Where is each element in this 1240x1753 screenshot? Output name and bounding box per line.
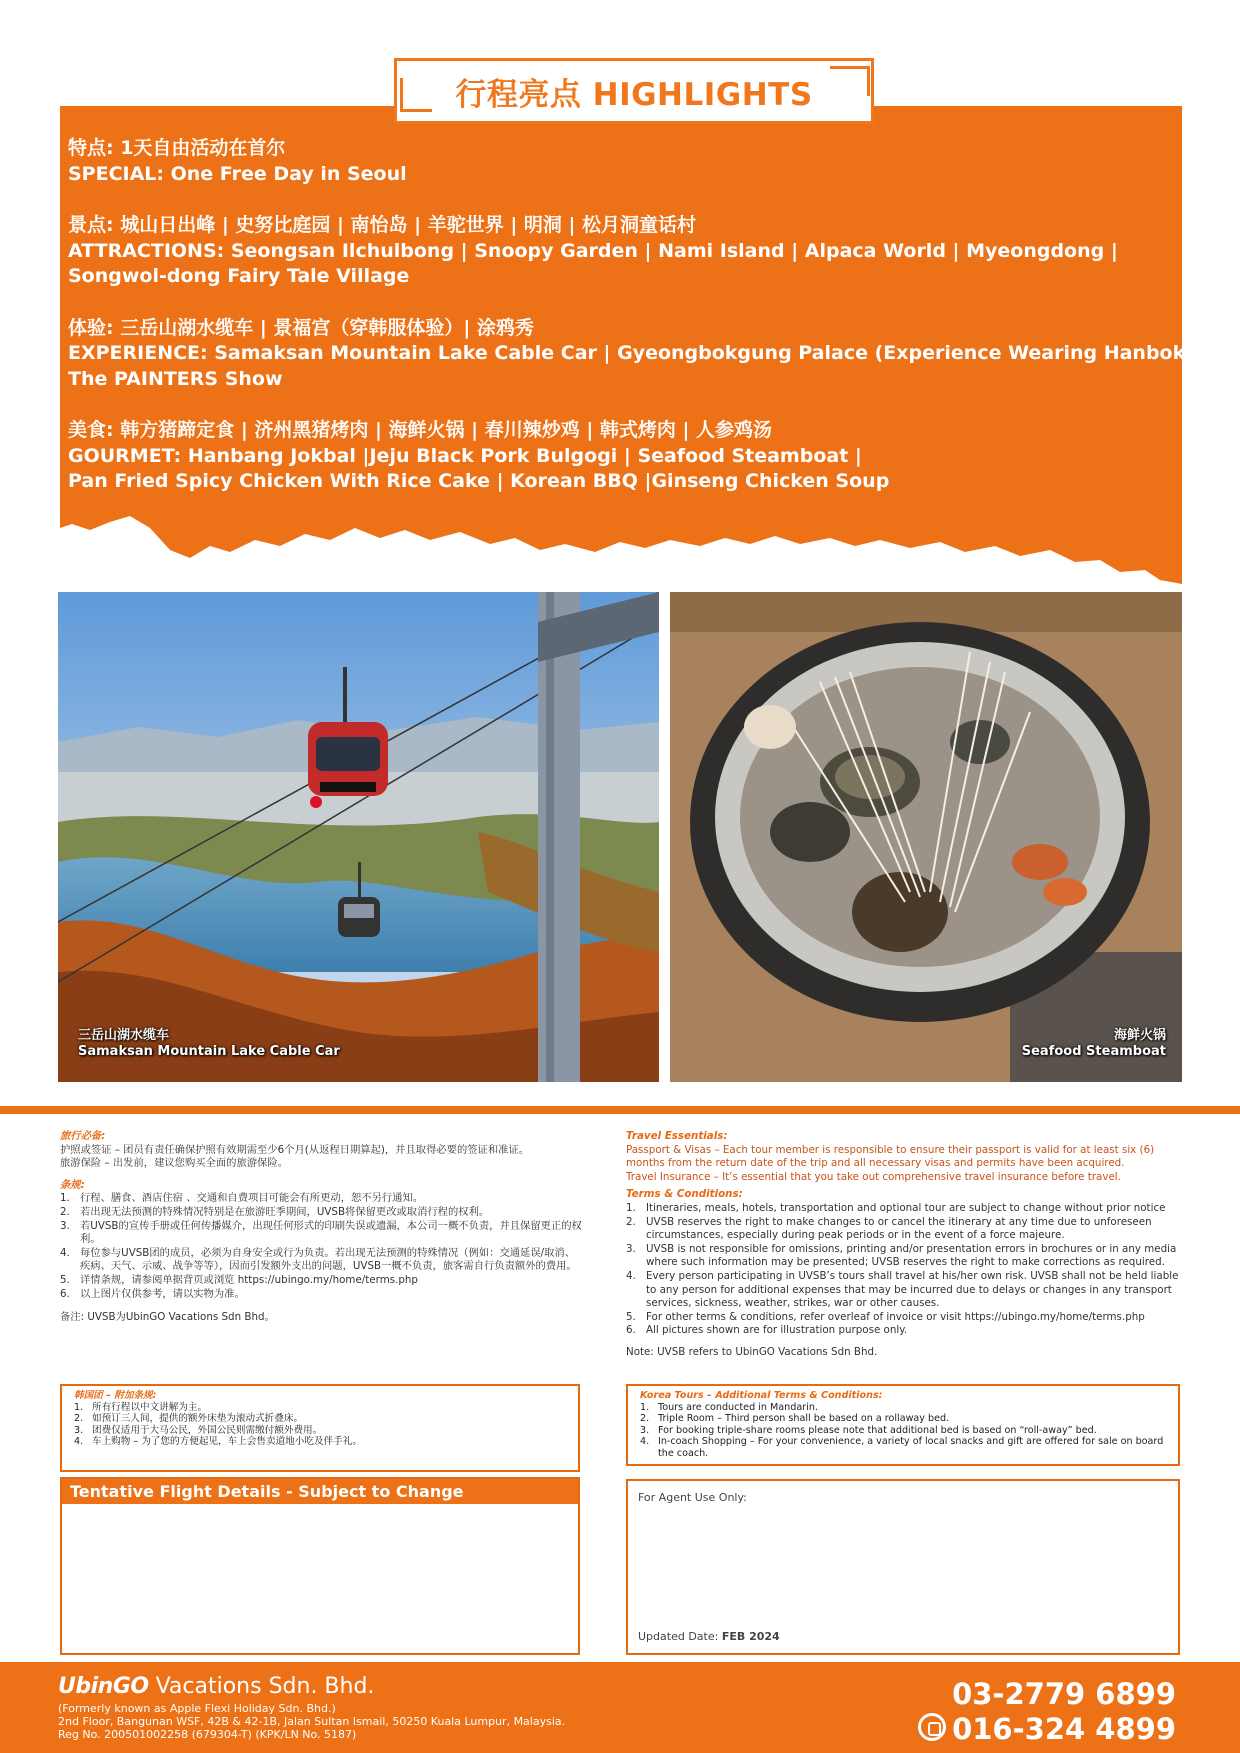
korea-terms-heading-en: Korea Tours – Additional Terms & Conditions: [640,1390,883,1401]
title-corner-decoration [400,78,432,112]
list-item: 3. 团费仅适用于大马公民，外国公民则需缴付额外费用。 [74,1424,323,1436]
essentials-cn-passport: 护照或签证 – 团员有责任确保护照有效期需至少6个月(从返程日期算起)，并且取得必要的签证和准证。 [60,1143,530,1156]
mountain-ridge-decoration [60,500,1182,590]
special-en: SPECIAL: One Free Day in Seoul [68,162,407,185]
company-address-block [58,1702,565,1741]
korea-terms-en-list [640,1402,1166,1460]
company-address: 2nd Floor, Bangunan WSF, 42B & 42-1B, Jalan Sultan Ismail, 50250 Kuala Lumpur, Malaysia. [58,1715,566,1728]
company-name [58,1675,374,1699]
steamboat-illustration [670,592,1182,1082]
list-item: 5. 详情条规，请参阅单据背页或浏览 https://ubingo.my/home/terms.php [60,1273,418,1286]
list-item: 6. All pictures shown are for illustration purpose only. [626,1324,908,1337]
experience-en-cont: The PAINTERS Show [68,367,283,390]
footer [0,1662,1240,1753]
experience-cn: 体验: 三岳山湖水缆车 | 景福宫（穿韩服体验）| 涂鸦秀 [68,316,534,339]
page-title: 行程亮点 HIGHLIGHTS [455,76,813,113]
uvsb-note-en: Note: UVSB refers to UbinGO Vacations Sdn Bhd. [626,1345,878,1358]
terms-cn-column [60,1130,582,1325]
section-divider [0,1106,1240,1114]
brand-name-rest: Vacations Sdn. Bhd. [148,1674,375,1699]
terms-cn-list [60,1192,582,1301]
attractions-en: ATTRACTIONS: Seongsan Ilchulbong | Snoopy Garden | Nami Island | Alpaca World | Myeongdong | [68,239,1118,262]
list-item: 3. UVSB is not responsible for omissions, printing and/or presentation errors in brochures or in any media where such information may be presented; UVSB reserves the right to make corrections as required. [626,1242,1177,1269]
cable-car-caption-en: Samaksan Mountain Lake Cable Car [78,1044,340,1059]
list-item: 4. 车上购物 – 为了您的方便起见，车上会售卖道地小吃及伴手礼。 [74,1436,362,1448]
highlights-panel [60,106,1208,506]
steamboat-caption-cn: 海鲜火锅 [1113,1028,1166,1043]
terms-en-list [626,1202,1182,1338]
list-item: 2. UVSB reserves the right to make changes to or cancel the itinerary at any time due to unforeseen circumstances, especially during peak periods or in the event of a force majeure. [626,1215,1152,1242]
essentials-en-insurance: Travel Insurance – It’s essential that you take out comprehensive travel insurance before travel. [626,1170,1121,1183]
company-reg-no: Reg No. 200501002258 (679304-T) (KPK/LN No. 5187) [58,1728,357,1741]
brand-logo-text: UbinGO [58,1674,149,1699]
seafood-steamboat-photo [670,592,1182,1082]
list-item: 2. Triple Room – Third person shall be based on a rollaway bed. [640,1413,950,1425]
attractions-en-cont: Songwol-dong Fairy Tale Village [68,265,410,287]
cable-car-illustration [58,592,659,1082]
flight-details-box [60,1477,580,1655]
experience-en: EXPERIENCE: Samaksan Mountain Lake Cable Car | Gyeongbokgung Palace (Experience Wearing Hanbok) | [68,342,1208,364]
agent-use-box [626,1479,1180,1655]
formerly-known-as: (Formerly known as Apple Flexi Holiday Sdn. Bhd.) [58,1702,336,1715]
phone-whatsapp-row [918,1712,1176,1747]
list-item: 1. Tours are conducted in Mandarin. [640,1401,818,1413]
essentials-heading-cn: 旅行必备: [60,1130,106,1142]
flight-details-heading: Tentative Flight Details - Subject to Change [62,1479,578,1504]
terms-heading-en: Terms & Conditions: [626,1188,743,1201]
special-cn: 特点: 1天自由活动在首尔 [68,137,286,159]
agent-use-label: For Agent Use Only: [638,1491,747,1504]
cable-car-caption-cn: 三岳山湖水缆车 [78,1028,170,1043]
title-corner-decoration [830,66,870,96]
gourmet-en: GOURMET: Hanbang Jokbal |Jeju Black Pork Bulgogi | Seafood Steamboat | [68,444,862,467]
essentials-en-passport: Passport & Visas – Each tour member is responsible to ensure their passport is valid for at least six (6) months from the return date of the trip and all necessary visas and permits have been acquired. [626,1143,1155,1170]
list-item: 1. 行程、膳食、酒店住宿 、交通和自费项目可能会有所更动，恕不另行通知。 [60,1192,424,1205]
list-item: 3. 若UVSB的宣传手册或任何传播媒介，出现任何形式的印刷失误或遗漏，本公司一概不负责，并且保留更正的权利。 [60,1219,582,1246]
list-item: 2. 如预订三人间，提供的额外床垫为滚动式折叠床。 [74,1413,304,1425]
steamboat-caption-en: Seafood Steamboat [1021,1044,1166,1059]
cable-car-photo [58,592,659,1082]
terms-en-column [626,1130,1182,1360]
korea-terms-cn-list [74,1402,566,1448]
terms-heading-cn: 条规: [60,1178,85,1191]
korea-terms-en-box [626,1384,1180,1466]
korea-terms-heading-cn: 韩国团 – 附加条规: [74,1390,157,1401]
uvsb-note-cn: 备注: UVSB为UbinGO Vacations Sdn Bhd。 [60,1311,275,1324]
list-item: 5. For other terms & conditions, refer overleaf of invoice or visit https://ubingo.my/home/terms.php [626,1310,1145,1323]
list-item: 2. 若出现无法预测的特殊情况特别是在旅游旺季期间，UVSB将保留更改或取消行程的权利。 [60,1205,490,1218]
list-item: 3. For booking triple-share rooms please note that additional bed is based on “roll-away” bed. [640,1424,1097,1436]
whatsapp-icon [918,1713,946,1741]
list-item: 6. 以上图片仅供参考，请以实物为准。 [60,1287,245,1300]
gourmet-en-cont: Pan Fried Spicy Chicken With Rice Cake | Korean BBQ |Ginseng Chicken Soup [68,470,890,492]
gourmet-cn: 美食: 韩方猪蹄定食 | 济州黑猪烤肉 | 海鲜火锅 | 春川辣炒鸡 | 韩式烤肉 | 人参鸡汤 [68,419,773,441]
essentials-cn-insurance: 旅游保险 – 出发前，建议您购买全面的旅游保险。 [60,1157,288,1170]
updated-date [638,1630,780,1643]
korea-terms-cn-box [60,1384,580,1472]
phone-whatsapp[interactable]: 016-324 4899 [952,1712,1176,1746]
list-item: 4. 每位参与UVSB团的成员，必须为自身安全或行为负责。若出现无法预测的特殊情况（例如：交通延误/取消、疾病、天气、示威、战争等等），因而引发额外支出的问题，UVSB一概不负责，旅客需自行负责额外的费用。 [60,1246,577,1273]
updated-date-value: FEB 2024 [721,1630,780,1643]
phone-office[interactable]: 03-2779 6899 [952,1677,1176,1711]
attractions-cn: 景点: 城山日出峰 | 史努比庭园 | 南怡岛 | 羊驼世界 | 明洞 | 松月洞童话村 [68,214,697,236]
contact-phones [918,1677,1176,1747]
updated-date-label: Updated Date: [638,1630,719,1643]
list-item: 1. Itineraries, meals, hotels, transportation and optional tour are subject to change without prior notice [626,1201,1166,1214]
highlights-title-box [394,58,874,124]
essentials-heading-en: Travel Essentials: [626,1130,728,1142]
list-item: 4. Every person participating in UVSB’s tours shall travel at his/her own risk. UVSB shall not be held liable to any person for additional expenses that may be incurred due to delays or changes in any transport services, sickness, weather, strikes, war or other causes. [626,1269,1179,1310]
list-item: 4. In-coach Shopping – For your convenience, a variety of local snacks and gift are offered for sale on board the coach. [640,1436,1164,1459]
list-item: 1. 所有行程以中文讲解为主。 [74,1401,208,1413]
